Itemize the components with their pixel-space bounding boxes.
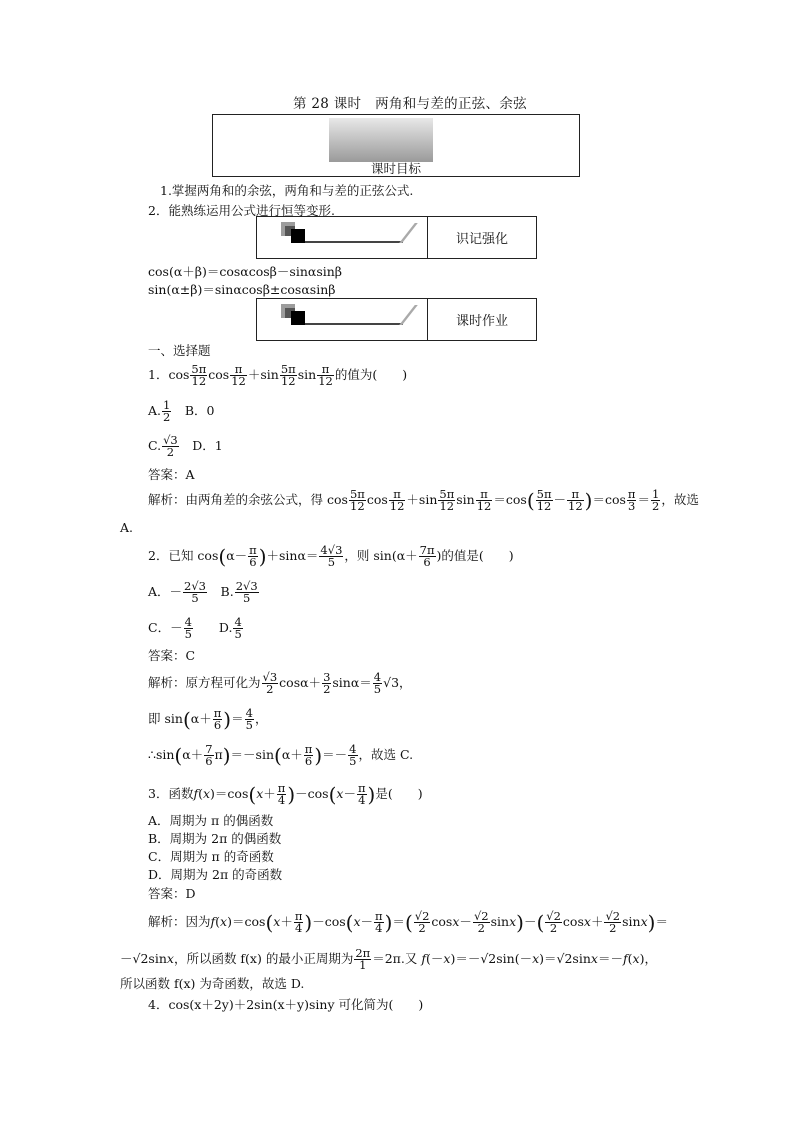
fraction: $\frac{7\pi}{6}$ <box>419 543 435 569</box>
fraction: $\frac{\pi}{6}$ <box>213 706 222 732</box>
fraction: $\frac{\pi}{4}$ <box>375 909 383 935</box>
q4-stem: 4．cos(x＋2y)＋2sin(x＋y)siny 可化简为( ) <box>148 997 424 1012</box>
q2-answer: 答案：C <box>148 648 196 663</box>
fraction: $\frac{2\pi}{1}$ <box>355 946 371 972</box>
fraction: $\frac{√2}{2}$ <box>605 909 621 935</box>
fraction: $\frac{4}{5}$ <box>349 742 357 768</box>
q2-solution-2: 即 sin(α＋ $\frac{\pi}{6}$ )＝ $\frac{4}{5}$ ， <box>148 706 268 732</box>
fraction: $\frac{\pi}{12}$ <box>568 487 583 513</box>
goal-1: 1.掌握两角和的余弦，两角和与差的正弦公式. <box>160 183 414 198</box>
q2-solution-3: ∴sin(α＋ $\frac{7}{6}$ π)＝－sin(α＋ $\frac{\pi}{6}$ )＝－ $\frac{4}{5}$ ，故选 C. <box>148 742 414 768</box>
q3-option-d: D．周期为 2π 的奇函数 <box>148 867 283 882</box>
q1-options-cd: C. $\frac{√3}{2}$ D．1 <box>148 433 223 459</box>
q2-options-cd: C．－ $\frac{4}{5}$ D. $\frac{4}{5}$ <box>148 615 242 641</box>
fraction: $\frac{√3}{2}$ <box>262 670 278 696</box>
part-heading: 一、选择题 <box>148 343 211 358</box>
fraction: $\frac{\pi}{12}$ <box>476 487 492 513</box>
square-icon <box>291 311 305 325</box>
section-box-homework <box>256 298 537 341</box>
fraction: $\frac{1}{2}$ <box>652 487 660 513</box>
section-label-memory: 识记强化 <box>455 232 508 247</box>
square-icon <box>291 229 305 243</box>
q3-answer: 答案：D <box>148 886 196 901</box>
fraction: $\frac{\pi}{4}$ <box>294 909 303 935</box>
pen-illustration <box>329 118 433 162</box>
q1-tail: 的值为( ) <box>334 367 408 382</box>
pen-nib-icon <box>377 305 418 325</box>
q1-stem: 1．cos $\frac{5\pi}{12}$ cos $\frac{\pi}{12}$ ＋sin $\frac{5\pi}{12}$ sin $\frac{\pi}{12}$ 的值为( ) <box>148 362 408 388</box>
q3-stem: 3．函数f(x)＝cos(x＋ $\frac{\pi}{4}$ )－cos(x－ $\frac{\pi}{4}$ )是( ) <box>148 781 423 807</box>
q1-solution: 解析：由两角差的余弦公式，得 cos $\frac{5\pi}{12}$ cos $\frac{\pi}{12}$ ＋sin $\frac{5\pi}{12}$ sin $\frac{\pi}{12}$ ＝cos( $\frac{5\pi}{12}$ － $\frac{\pi}{12}$ )＝cos $\frac{\pi}{3}$ ＝ $\frac{1}{2}$ ，故选 <box>148 487 699 513</box>
fraction: $\frac{\pi}{12}$ <box>318 362 333 388</box>
fraction: $\frac{5\pi}{12}$ <box>191 362 207 388</box>
fraction: $\frac{4}{5}$ <box>184 615 192 641</box>
fraction: $\frac{2√3}{5}$ <box>235 579 258 605</box>
q3-solution-1: 解析：因为f(x)＝cos(x＋ $\frac{\pi}{4}$ )－cos(x－ $\frac{\pi}{4}$ )＝( $\frac{√2}{2}$ cosx－ $\frac{√2}{2}$ sinx)－( $\frac{√2}{2}$ cosx＋ $\frac{√2}{2}$ sinx)＝ <box>148 909 668 935</box>
fraction: $\frac{√2}{2}$ <box>546 909 561 935</box>
formula-2: sin(α±β)＝sinαcosβ±cosαsinβ <box>148 282 336 297</box>
fraction: $\frac{3}{2}$ <box>323 670 331 696</box>
q1-answer: 答案：A <box>148 467 195 482</box>
fraction: $\frac{\pi}{6}$ <box>249 543 257 569</box>
fraction: $\frac{5\pi}{12}$ <box>439 487 455 513</box>
fraction: $\frac{7}{6}$ <box>205 742 213 768</box>
page-title: 第 28 课时 两角和与差的正弦、余弦 <box>293 96 527 112</box>
fraction: $\frac{4}{5}$ <box>245 706 253 732</box>
q3-solution-2: －√2sinx，所以函数 f(x) 的最小正周期为 $\frac{2\pi}{1}$ ＝2π.又 f(－x)＝－√2sin(－x)＝√2sinx＝－f(x)， <box>120 946 657 972</box>
fraction: $\frac{√2}{2}$ <box>414 909 430 935</box>
q1-number: 1． <box>148 367 169 382</box>
fraction: $\frac{4}{5}$ <box>234 615 242 641</box>
q2-stem: 2．已知 cos(α－ $\frac{\pi}{6}$ )＋sinα＝ $\frac{4√3}{5}$ ，则 sin(α＋ $\frac{7\pi}{6}$ )的值是( ) <box>148 543 514 569</box>
fraction: $\frac{4}{5}$ <box>373 670 382 696</box>
q2-solution-1: 解析：原方程可化为 $\frac{√3}{2}$ cosα＋ $\frac{3}{2}$ sinα＝ $\frac{4}{5}$ √3， <box>148 670 412 696</box>
goal-2: 2．能熟练运用公式进行恒等变形. <box>148 203 335 218</box>
q3-option-b: B．周期为 2π 的偶函数 <box>148 831 282 846</box>
fraction: $\frac{\pi}{4}$ <box>357 781 366 807</box>
fraction: $\frac{\pi}{12}$ <box>231 362 246 388</box>
section-label-homework: 课时作业 <box>455 314 508 329</box>
fraction: $\frac{√2}{2}$ <box>473 909 489 935</box>
fraction: $\frac{1}{2}$ <box>163 398 171 424</box>
fraction: $\frac{\pi}{6}$ <box>304 742 313 768</box>
fraction: $\frac{4√3}{5}$ <box>320 543 343 569</box>
q3-solution-3: 所以函数 f(x) 为奇函数，故选 D. <box>120 976 305 991</box>
fraction: $\frac{5\pi}{12}$ <box>536 487 552 513</box>
q1-solution-wrap: A. <box>120 520 134 535</box>
section-box-memory <box>256 216 537 259</box>
fraction: $\frac{√3}{2}$ <box>163 433 178 459</box>
q3-option-c: C．周期为 π 的奇函数 <box>148 849 274 864</box>
fraction: $\frac{\pi}{3}$ <box>627 487 636 513</box>
formula-1: cos(α＋β)＝cosαcosβ－sinαsinβ <box>148 264 343 279</box>
pen-nib-icon <box>377 223 418 243</box>
q1-options-ab: A. $\frac{1}{2}$ B．0 <box>148 398 215 424</box>
q3-option-a: A．周期为 π 的偶函数 <box>148 813 274 828</box>
fraction: $\frac{2√3}{5}$ <box>184 579 206 605</box>
fraction: $\frac{\pi}{4}$ <box>277 781 286 807</box>
objectives-banner <box>212 114 580 177</box>
objectives-label: 课时目标 <box>370 161 421 176</box>
q2-options-ab: A．－ $\frac{2√3}{5}$ B. $\frac{2√3}{5}$ <box>148 579 258 605</box>
fraction: $\frac{\pi}{12}$ <box>389 487 405 513</box>
fraction: $\frac{5\pi}{12}$ <box>280 362 296 388</box>
fraction: $\frac{5\pi}{12}$ <box>349 487 365 513</box>
